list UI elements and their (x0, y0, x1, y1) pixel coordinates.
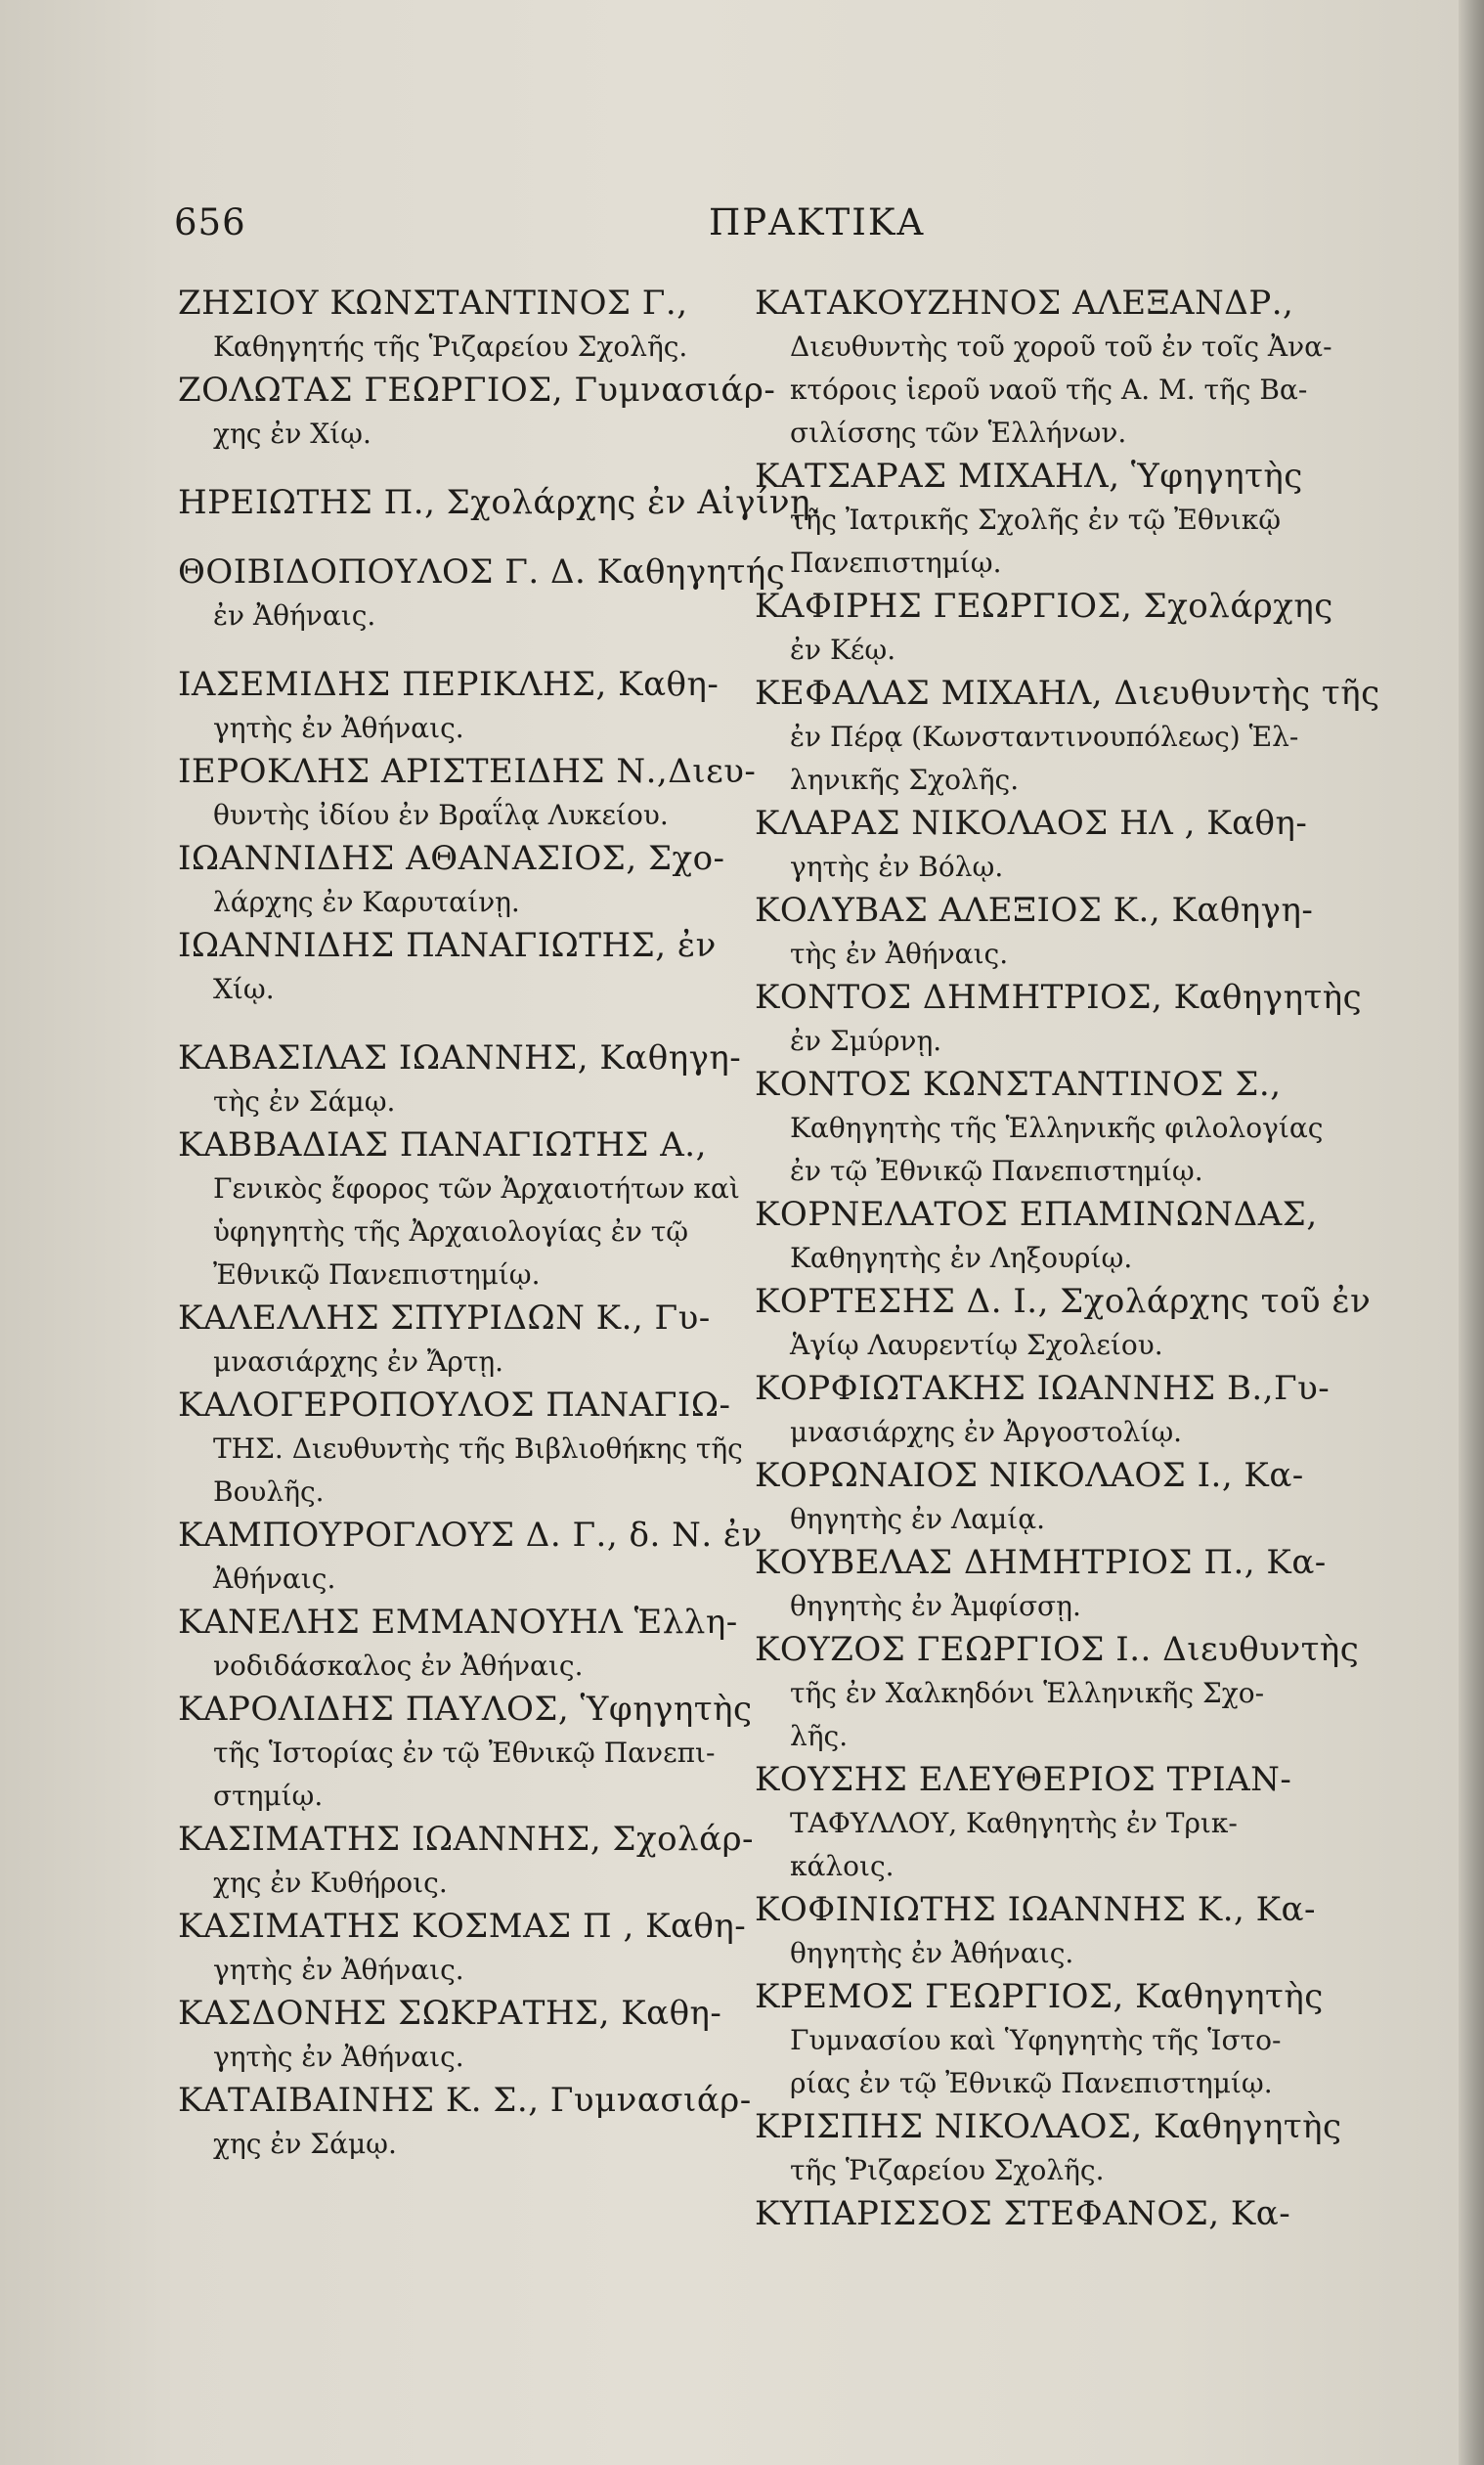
page-number: 656 (174, 201, 246, 243)
entry-description: γητὴς ἐν Ἀθήναις. (213, 1954, 464, 1986)
entry-name: ΚΛΑΡΑΣ ΝΙΚΟΛΑΟΣ ΗΛ , Καθη- (755, 804, 1308, 843)
entry-description: χης ἐν Σάμῳ. (213, 2128, 397, 2160)
list-item (755, 889, 1390, 976)
entry-name: ΚΡΙΣΠΗΣ ΝΙΚΟΛΑΟΣ, Καθηγητὴς (755, 2107, 1342, 2146)
list-item (755, 976, 1390, 1063)
list-item (755, 1628, 1390, 1758)
entry-name: ΚΑΡΟΛΙΔΗΣ ΠΑΥΛΟΣ, Ὑφηγητὴς (178, 1690, 753, 1729)
list-item (755, 802, 1390, 889)
entry-name: ΚΕΦΑΛΑΣ ΜΙΧΑΗΛ, Διευθυντὴς τῆς (755, 674, 1380, 713)
entry-description: ἐν Κέῳ. (790, 634, 896, 666)
page-gutter-shadow (1459, 0, 1484, 2465)
entry-description: θυντὴς ἰδίου ἐν Βραΐλᾳ Λυκείου. (213, 799, 669, 831)
list-item (178, 837, 755, 924)
entry-description: Ἀθήναις. (213, 1563, 336, 1595)
entry-name: ΚΥΠΑΡΙΣΣΟΣ ΣΤΕΦΑΝΟΣ, Κα- (755, 2194, 1291, 2233)
entry-name: ΚΟΝΤΟΣ ΚΩΝΣΤΑΝΤΙΝΟΣ Σ., (755, 1065, 1282, 1104)
list-item (178, 1601, 755, 1688)
entry-description: τῆς Ῥιζαρείου Σχολῆς. (790, 2154, 1105, 2186)
entry-name: ΖΗΣΙΟΥ ΚΩΝΣΤΑΝΤΙΝΟΣ Γ., (178, 284, 688, 323)
list-item (178, 663, 755, 750)
list-item (178, 369, 776, 456)
list-item (755, 585, 1390, 672)
entry-name: ΚΟΥΖΟΣ ΓΕΩΡΓΙΟΣ Ι.. Διευθυντὴς (755, 1630, 1360, 1669)
list-item (178, 1818, 755, 1905)
list-item (178, 1036, 755, 1123)
entry-description: γητὴς ἐν Βόλῳ. (790, 851, 1004, 883)
entry-description: τῆς ἐν Χαλκηδόνι Ἑλληνικῆς Σχο- λῆς. (790, 1677, 1265, 1752)
list-item (178, 924, 755, 1011)
entry-name: ΚΟΡΤΕΣΗΣ Δ. Ι., Σχολάρχης τοῦ ἐν (755, 1282, 1372, 1321)
entry-description: θηγητὴς ἐν Λαμίᾳ. (790, 1503, 1046, 1535)
entry-description: Καθηγητὴς ἐν Ληξουρίῳ. (790, 1242, 1133, 1274)
entry-description: χης ἐν Κυθήροις. (213, 1867, 448, 1899)
entry-description: Ἁγίῳ Λαυρεντίῳ Σχολείου. (790, 1329, 1163, 1361)
list-item (178, 1384, 755, 1514)
list-item (755, 672, 1390, 802)
entry-description: ΤΗΣ. Διευθυντὴς τῆς Βιβλιοθήκης τῆς Βουλῆς. (213, 1432, 743, 1508)
left-column (178, 282, 822, 2166)
entry-description: Χίῳ. (213, 973, 275, 1005)
entry-description: τῆς Ἰατρικῆς Σχολῆς ἐν τῷ Ἐθνικῷ Πανεπιστημίῳ. (790, 504, 1282, 579)
entry-description: ἐν Σμύρνῃ. (790, 1025, 942, 1057)
entry-name: ΙΩΑΝΝΙΔΗΣ ΠΑΝΑΓΙΩΤΗΣ, ἐν (178, 926, 717, 965)
entry-description: Καθηγητής τῆς Ῥιζαρείου Σχολῆς. (213, 330, 688, 363)
entry-name: ΚΑΜΠΟΥΡΟΓΛΟΥΣ Δ. Γ., δ. Ν. ἐν (178, 1516, 763, 1555)
entry-name: ΚΟΥΒΕΛΑΣ ΔΗΜΗΤΡΙΟΣ Π., Κα- (755, 1543, 1327, 1582)
entry-name: ΚΟΡΩΝΑΙΟΣ ΝΙΚΟΛΑΟΣ Ι., Κα- (755, 1456, 1304, 1495)
entry-name: ΚΑΣΔΟΝΗΣ ΣΩΚΡΑΤΗΣ, Καθη- (178, 1994, 722, 2033)
entry-name: ΚΡΕΜΟΣ ΓΕΩΡΓΙΟΣ, Καθηγητὴς (755, 1977, 1324, 2016)
list-item (178, 1514, 763, 1601)
entry-description: λάρχης ἐν Καρυταίνῃ. (213, 886, 520, 918)
list-item (755, 1280, 1390, 1367)
entry-description: ἐν Πέρᾳ (Κωνσταντινουπόλεως) Ἑλ- ληνικῆς Σχολῆς. (790, 721, 1299, 796)
entry-name: ΚΟΡΦΙΩΤΑΚΗΣ ΙΩΑΝΝΗΣ Β.,Γυ- (755, 1369, 1331, 1408)
list-item (178, 282, 755, 369)
list-item (755, 1063, 1390, 1193)
entry-name: ΖΟΛΩΤΑΣ ΓΕΩΡΓΙΟΣ, Γυμνασιάρ- (178, 371, 776, 410)
entry-name: ΚΑΤΣΑΡΑΣ ΜΙΧΑΗΛ, Ὑφηγητὴς (755, 457, 1303, 496)
entry-description: τὴς ἐν Σάμῳ. (213, 1085, 396, 1118)
entry-name: ΚΑΛΕΛΛΗΣ ΣΠΥΡΙΔΩΝ Κ., Γυ- (178, 1299, 711, 1338)
list-item (755, 1454, 1390, 1541)
running-head: ΠΡΑΚΤΙΚΑ (709, 201, 926, 243)
list-item (755, 455, 1390, 585)
list-item (178, 750, 755, 837)
entry-name: ΙΑΣΕΜΙΔΗΣ ΠΕΡΙΚΛΗΣ, Καθη- (178, 665, 720, 704)
entry-description: γητὴς ἐν Ἀθήναις. (213, 712, 464, 744)
entry-description: ΤΑΦΥΛΛΟΥ, Καθηγητὴς ἐν Τρικ- κάλοις. (790, 1807, 1238, 1882)
entry-name: ΚΑΣΙΜΑΤΗΣ ΙΩΑΝΝΗΣ, Σχολάρ- (178, 1820, 755, 1859)
list-item (178, 1123, 755, 1297)
entry-description: Γυμνασίου καὶ Ὑφηγητὴς τῆς Ἱστο- ρίας ἐν τῷ Ἐθνικῷ Πανεπιστημίῳ. (790, 2024, 1282, 2099)
entry-description: θηγητὴς ἐν Ἀθήναις. (790, 1937, 1074, 1969)
entry-description: ἐν Ἀθήναις. (213, 599, 376, 632)
entry-description: τὴς ἐν Ἀθήναις. (790, 938, 1009, 970)
entry-description: νοδιδάσκαλος ἐν Ἀθήναις. (213, 1650, 584, 1682)
entry-name: ΙΕΡΟΚΛΗΣ ΑΡΙΣΤΕΙΔΗΣ Ν.,Διευ- (178, 752, 757, 791)
entry-name: ΚΟΡΝΕΛΑΤΟΣ ΕΠΑΜΙΝΩΝΔΑΣ, (755, 1195, 1318, 1234)
entry-name: ΚΑΣΙΜΑΤΗΣ ΚΟΣΜΑΣ Π , Καθη- (178, 1907, 747, 1946)
entry-description: Καθηγητὴς τῆς Ἑλληνικῆς φιλολογίας ἐν τῷ Ἐθνικῷ Πανεπιστημίῳ. (790, 1112, 1324, 1187)
list-item (755, 1975, 1390, 2105)
list-item (178, 1297, 755, 1384)
list-item (755, 1758, 1390, 1888)
entry-description: γητὴς ἐν Ἀθήναις. (213, 2041, 464, 2073)
entry-name: ΚΟΥΣΗΣ ΕΛΕΥΘΕΡΙΟΣ ΤΡΙΑΝ- (755, 1760, 1292, 1799)
entry-description: μνασιάρχης ἐν Ἀργοστολίῳ. (790, 1416, 1183, 1448)
entry-name: ΚΟΛΥΒΑΣ ΑΛΕΞΙΟΣ Κ., Καθηγη- (755, 891, 1314, 930)
list-item (178, 550, 786, 638)
entry-description: τῆς Ἱστορίας ἐν τῷ Ἐθνικῷ Πανεπι- στημίῳ. (213, 1737, 716, 1812)
entry-name: ΚΑΤΑΙΒΑΙΝΗΣ Κ. Σ., Γυμνασιάρ- (178, 2081, 752, 2120)
entry-name: ΘΟΙΒΙΔΟΠΟΥΛΟΣ Γ. Δ. Καθηγητής (178, 552, 786, 592)
list-item (755, 1193, 1390, 1280)
entry-name: ΚΑΒΑΣΙΛΑΣ ΙΩΑΝΝΗΣ, Καθηγη- (178, 1038, 742, 1078)
entry-name: ΗΡΕΙΩΤΗΣ Π., Σχολάρχης ἐν Αἰγίνῃ. (178, 483, 822, 522)
list-item (755, 282, 1390, 455)
entry-name: ΚΑΒΒΑΔΙΑΣ ΠΑΝΑΓΙΩΤΗΣ Α., (178, 1125, 707, 1165)
list-item (178, 1688, 755, 1818)
entry-name: ΚΑΦΙΡΗΣ ΓΕΩΡΓΙΟΣ, Σχολάρχης (755, 587, 1333, 626)
entry-name: ΚΟΝΤΟΣ ΔΗΜΗΤΡΙΟΣ, Καθηγητὴς (755, 978, 1363, 1017)
entry-name: ΚΑΛΟΓΕΡΟΠΟΥΛΟΣ ΠΑΝΑΓΙΩ- (178, 1386, 731, 1425)
entry-name: ΚΑΤΑΚΟΥΖΗΝΟΣ ΑΛΕΞΑΝΔΡ., (755, 284, 1294, 323)
entry-name: ΙΩΑΝΝΙΔΗΣ ΑΘΑΝΑΣΙΟΣ, Σχο- (178, 839, 725, 878)
list-item (178, 1905, 755, 1992)
list-item (755, 2105, 1390, 2192)
list-item (178, 1992, 755, 2079)
entry-description: θηγητὴς ἐν Ἀμφίσσῃ. (790, 1590, 1081, 1622)
list-item (755, 2192, 1390, 2236)
list-item (178, 2079, 755, 2166)
list-item (178, 481, 822, 525)
entry-description: χης ἐν Χίῳ. (213, 418, 371, 450)
entry-name: ΚΑΝΕΛΗΣ ΕΜΜΑΝΟΥΗΛ Ἑλλη- (178, 1603, 738, 1642)
entry-description: Γενικὸς ἔφορος τῶν Ἀρχαιοτήτων καὶ ὑφηγητὴς τῆς Ἀρχαιολογίας ἐν τῷ Ἐθνικῷ Πανεπιστημίῳ. (213, 1172, 740, 1291)
list-item (755, 1367, 1390, 1454)
entry-name: ΚΟΦΙΝΙΩΤΗΣ ΙΩΑΝΝΗΣ Κ., Κα- (755, 1890, 1316, 1929)
entry-description: Διευθυντὴς τοῦ χοροῦ τοῦ ἐν τοῖς Ἀνα- κτόροις ἱεροῦ ναοῦ τῆς Α. Μ. τῆς Βα- σιλίσσης τῶν Ἑλλήνων. (790, 330, 1332, 449)
entry-description: μνασιάρχης ἐν Ἄρτῃ. (213, 1345, 504, 1378)
right-column (755, 282, 1390, 2236)
list-item (755, 1541, 1390, 1628)
list-item (755, 1888, 1390, 1975)
